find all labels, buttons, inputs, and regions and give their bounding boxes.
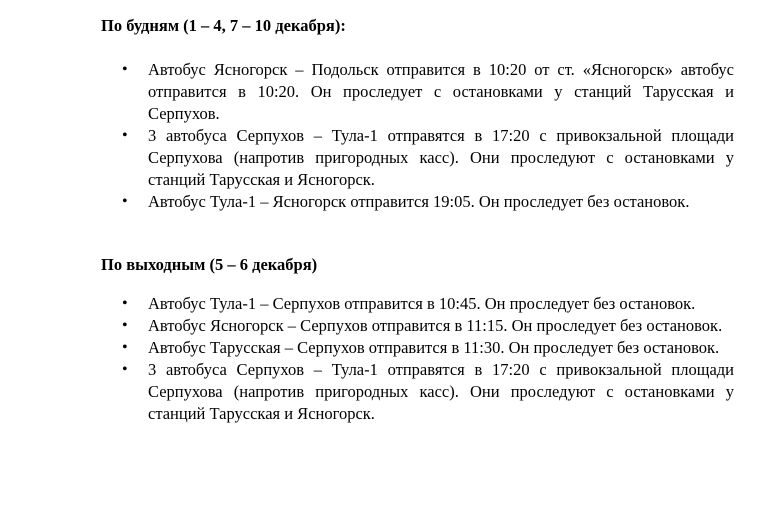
list-item bbox=[0, 359, 770, 425]
list-item-text: 3 автобуса Серпухов – Тула-1 отправятся в 17:20 с привокзальной площади Серпухова (напротив пригородных касс). Они проследуют с остановками у станций Тарусская и Ясногорск. bbox=[148, 360, 734, 423]
bullet-icon: • bbox=[122, 317, 128, 334]
list-item bbox=[0, 191, 770, 213]
weekdays-heading: По будням (1 – 4, 7 – 10 декабря): bbox=[101, 16, 346, 35]
list-item bbox=[0, 293, 770, 315]
bullet-icon: • bbox=[122, 295, 128, 312]
list-item-text: Автобус Ясногорск – Подольск отправится в 10:20 от ст. «Ясногорск» автобус отправится в 10:20. Он проследует с остановками у станций Тарусская и Серпухов. bbox=[148, 60, 734, 123]
weekend-list bbox=[0, 293, 770, 425]
list-item bbox=[0, 59, 770, 125]
bullet-icon: • bbox=[122, 339, 128, 356]
bullet-icon: • bbox=[122, 361, 128, 378]
list-item-text: 3 автобуса Серпухов – Тула-1 отправятся в 17:20 с привокзальной площади Серпухова (напротив пригородных касс). Они проследуют с остановками у станций Тарусская и Ясногорск. bbox=[148, 126, 734, 189]
list-item-text: Автобус Тарусская – Серпухов отправится в 11:30. Он проследует без остановок. bbox=[148, 338, 720, 357]
bullet-icon: • bbox=[122, 61, 128, 78]
list-item-text: Автобус Тула-1 – Серпухов отправится в 10:45. Он проследует без остановок. bbox=[148, 294, 696, 313]
list-item bbox=[0, 315, 770, 337]
list-item bbox=[0, 125, 770, 191]
weekdays-list bbox=[0, 59, 770, 213]
bullet-icon: • bbox=[122, 193, 128, 210]
list-item-text: Автобус Ясногорск – Серпухов отправится в 11:15. Он проследует без остановок. bbox=[148, 316, 723, 335]
weekend-heading: По выходным (5 – 6 декабря) bbox=[101, 255, 318, 274]
bullet-icon: • bbox=[122, 127, 128, 144]
list-item-text: Автобус Тула-1 – Ясногорск отправится 19:05. Он проследует без остановок. bbox=[148, 192, 690, 211]
list-item bbox=[0, 337, 770, 359]
